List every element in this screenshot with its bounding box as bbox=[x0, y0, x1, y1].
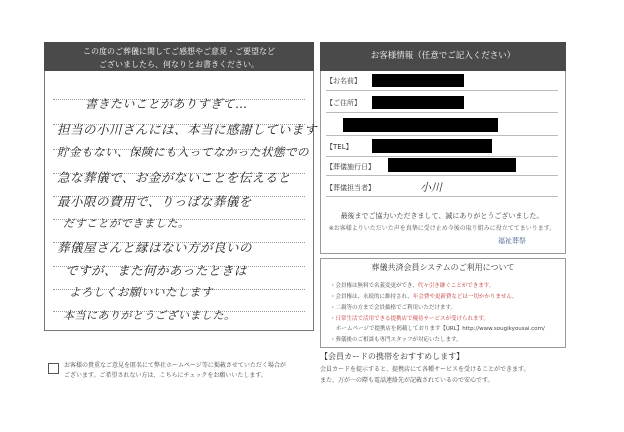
thanks-note: ※お客様よりいただいた声を真摯に受け止め今後の取り組みに役立ててまいります。 bbox=[328, 225, 556, 232]
bullet-text: ・会員権は無料で名義変更ができ、 bbox=[330, 283, 418, 289]
system-bullet: ・日常生活で活用できる提携店で優待サービスが受けられます。 bbox=[330, 316, 490, 322]
comment-header-line-2: ございましたら、何なりとお書きください。 bbox=[99, 60, 259, 69]
system-bullet bbox=[330, 292, 518, 300]
brand-name: 福祉葬祭 bbox=[498, 237, 526, 245]
thanks-message: 最後までご協力いただきまして、誠にありがとうございました。 bbox=[340, 212, 544, 220]
tel-redaction bbox=[372, 139, 492, 153]
date-field-label: 【葬儀施行日】 bbox=[326, 163, 375, 171]
field-underline bbox=[326, 175, 558, 176]
customer-info-header: お客様情報（任意でご記入ください） bbox=[320, 42, 566, 71]
address-field-label: 【ご住所】 bbox=[326, 99, 361, 107]
bullet-highlight: 年会費や更新費などは一切かかりません。 bbox=[412, 294, 518, 300]
address-redaction bbox=[343, 118, 498, 132]
bullet-highlight: 代々引き継ぐことができます。 bbox=[417, 283, 495, 289]
field-underline bbox=[326, 135, 558, 136]
comment-header-line-1: この度のご葬儀に関してご感想やご意見・ご要望など bbox=[83, 47, 275, 56]
name-redaction bbox=[372, 74, 464, 87]
handwritten-line: 担当の小川さんには、本当に感謝しています bbox=[57, 122, 318, 137]
member-card-text: 会員カードを提示すると、提携店にて各種サービスを受けることができます。 bbox=[320, 366, 530, 373]
field-underline bbox=[326, 112, 558, 113]
handwritten-line: 急な葬儀で、お金がないことを伝えると bbox=[57, 170, 291, 185]
field-underline bbox=[326, 90, 558, 91]
tel-field-label: 【TEL】 bbox=[326, 143, 353, 151]
system-bullet bbox=[330, 281, 494, 289]
handwritten-line: 書きたいことがありすぎて… bbox=[85, 97, 248, 111]
field-underline bbox=[326, 196, 558, 197]
address-redaction bbox=[372, 96, 464, 109]
system-bullet: ホームページで提携店を掲載しております【URL】http://www.sougikyousai.com/ bbox=[336, 326, 545, 332]
handwritten-line: ですが、また何かあったときは bbox=[65, 263, 247, 278]
member-card-text: また、万が一の際も電話連絡先が記載されているので安心です。 bbox=[320, 377, 494, 384]
bullet-text: ・会員権は、永続的に維持され、 bbox=[330, 294, 413, 300]
handwritten-line: よろしくお願いいたします bbox=[69, 285, 213, 299]
consent-line-2: ございます。ご希望されない方は、こちらにチェックをお願いいたします。 bbox=[64, 372, 267, 379]
handwritten-line: 最小限の費用で、りっぱな葬儀を bbox=[57, 194, 252, 209]
handler-name-value: 小川 bbox=[420, 181, 442, 194]
system-bullet: ・葬儀後のご相談も専門スタッフが対応いたします。 bbox=[330, 337, 462, 343]
consent-notice bbox=[64, 361, 314, 381]
date-redaction bbox=[388, 158, 516, 172]
name-field-label: 【お名前】 bbox=[326, 77, 361, 85]
field-underline bbox=[326, 156, 558, 157]
handwritten-line: 本当にありがとうございました。 bbox=[63, 309, 236, 322]
system-bullet: ・二親等の方まで会員価格でご利用いただけます。 bbox=[330, 305, 457, 311]
publish-optout-checkbox[interactable] bbox=[48, 363, 59, 374]
comment-section-header bbox=[44, 42, 314, 71]
comment-writing-area bbox=[44, 71, 318, 331]
handwritten-line: だすことができました。 bbox=[63, 217, 190, 230]
consent-line-1: お客様の貴重なご意見を匿名にて弊社ホームページ等に掲載させていただく場合が bbox=[64, 362, 286, 369]
handwritten-line: 貯金もない、保険にも入ってなかった状態での bbox=[57, 145, 309, 159]
handler-field-label: 【葬儀担当者】 bbox=[326, 184, 375, 192]
handwritten-line: 葬儀屋さんと縁はない方が良いの bbox=[57, 240, 253, 255]
member-card-title: 【会員カードの携帯をおすすめします】 bbox=[320, 352, 465, 361]
member-system-title: 葬儀共済会員システムのご利用について bbox=[371, 263, 515, 272]
